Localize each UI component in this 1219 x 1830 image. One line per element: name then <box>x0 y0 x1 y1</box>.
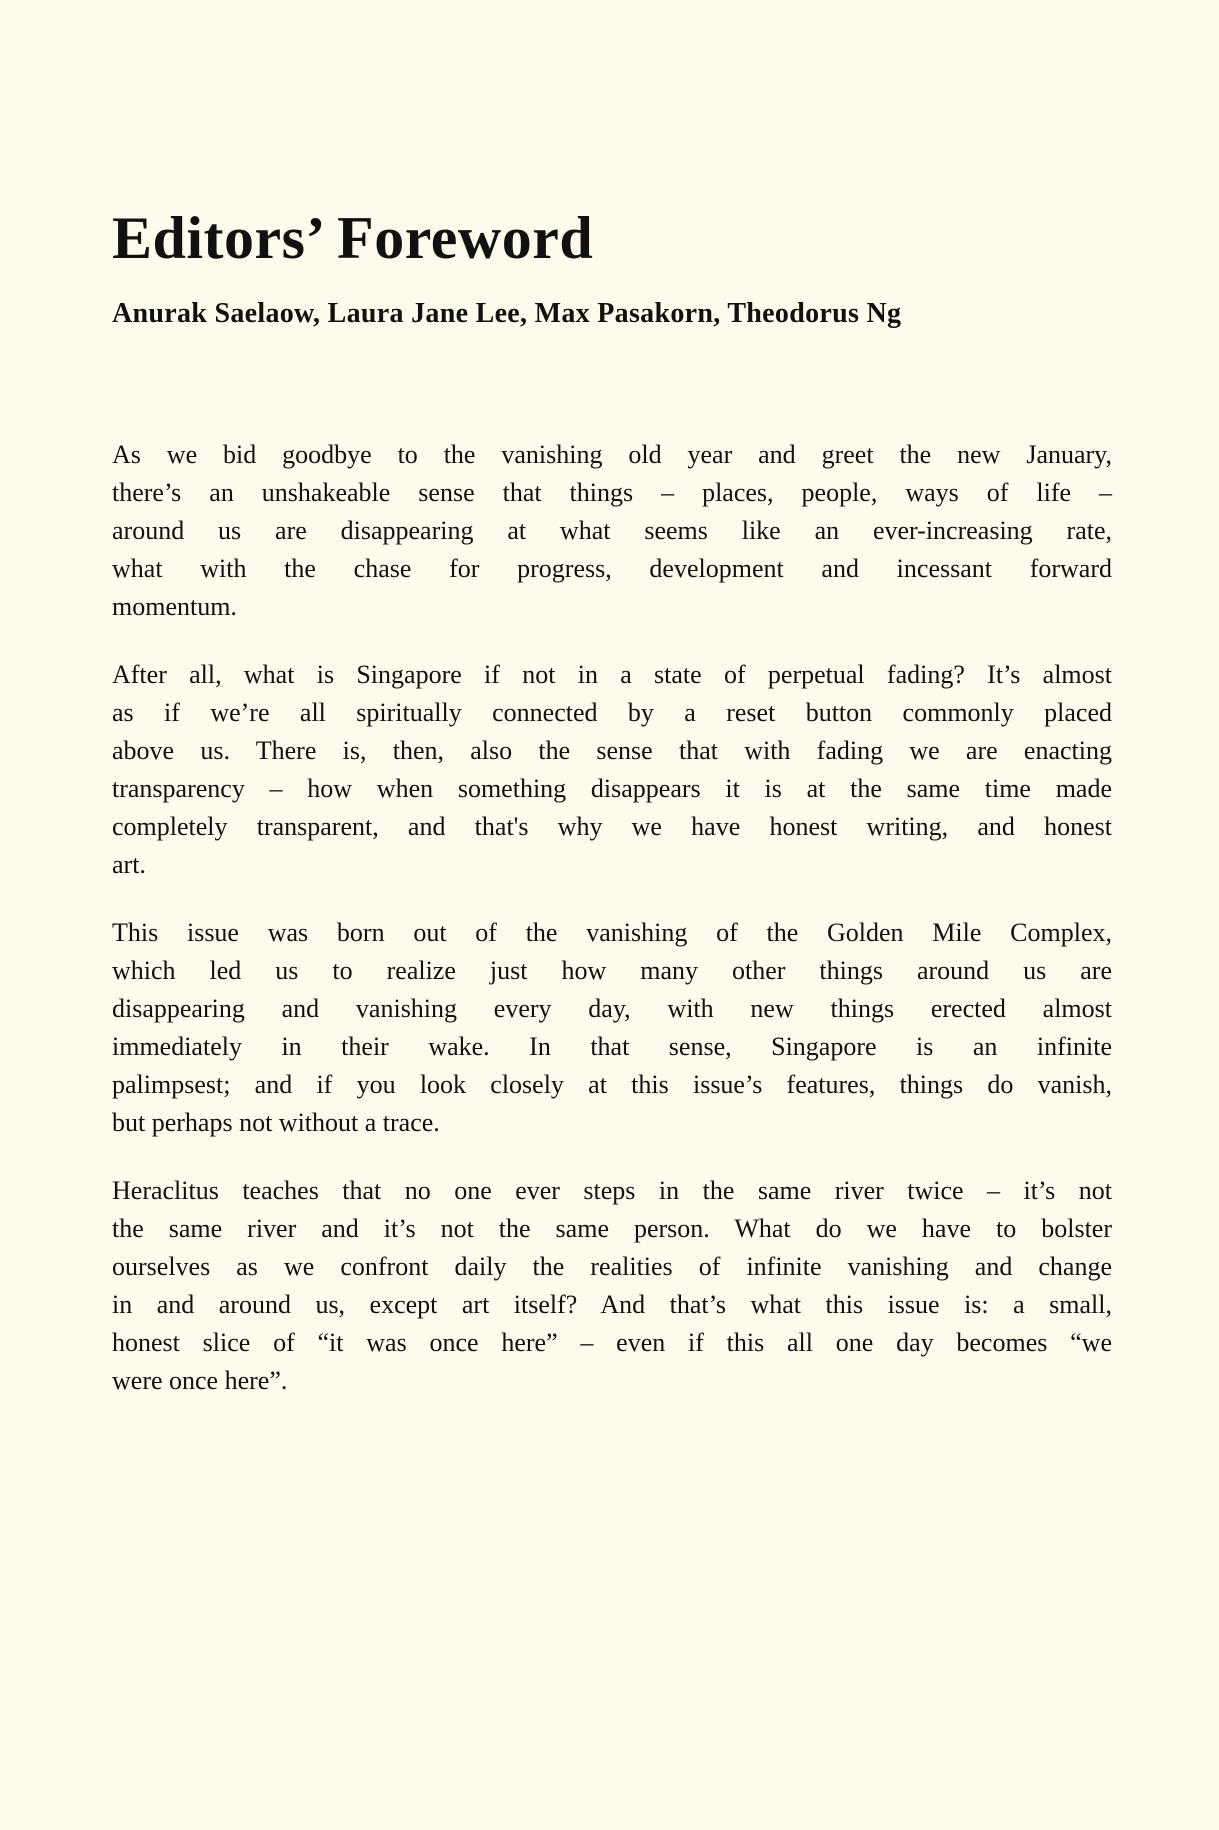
paragraph-line: honest slice of “it was once here” – even if this all one day becomes “we <box>112 1327 1112 1357</box>
paragraph-line: art. <box>112 849 146 879</box>
foreword-page <box>0 205 1219 1830</box>
paragraph-line: but perhaps not without a trace. <box>112 1107 440 1137</box>
paragraph-line: momentum. <box>112 591 237 621</box>
paragraph-line: which led us to realize just how many other things around us are <box>112 955 1112 985</box>
paragraph-line: After all, what is Singapore if not in a state of perpetual fading? It’s almost <box>112 659 1112 689</box>
paragraph-line: what with the chase for progress, development and incessant forward <box>112 553 1112 583</box>
paragraph <box>112 656 1112 884</box>
paragraph-line: above us. There is, then, also the sense that with fading we are enacting <box>112 735 1112 765</box>
page-title: Editors’ Foreword <box>112 205 594 271</box>
paragraph-line: immediately in their wake. In that sense, Singapore is an infinite <box>112 1031 1112 1061</box>
paragraph-line: completely transparent, and that's why we have honest writing, and honest <box>112 811 1112 841</box>
paragraph-line: around us are disappearing at what seems like an ever-increasing rate, <box>112 515 1112 545</box>
paragraph-line: were once here”. <box>112 1365 288 1395</box>
foreword-body <box>112 436 1112 1400</box>
paragraph-line: As we bid goodbye to the vanishing old year and greet the new January, <box>112 439 1112 469</box>
paragraph-line: as if we’re all spiritually connected by a reset button commonly placed <box>112 697 1112 727</box>
paragraph <box>112 436 1112 626</box>
paragraph-line: palimpsest; and if you look closely at this issue’s features, things do vanish, <box>112 1069 1112 1099</box>
paragraph-line: in and around us, except art itself? And that’s what this issue is: a small, <box>112 1289 1112 1319</box>
paragraph <box>112 914 1112 1142</box>
paragraph-line: ourselves as we confront daily the realities of infinite vanishing and change <box>112 1251 1112 1281</box>
paragraph-line: This issue was born out of the vanishing of the Golden Mile Complex, <box>112 917 1112 947</box>
paragraph-line: Heraclitus teaches that no one ever steps in the same river twice – it’s not <box>112 1175 1112 1205</box>
paragraph-line: there’s an unshakeable sense that things – places, people, ways of life – <box>112 477 1112 507</box>
paragraph-line: transparency – how when something disappears it is at the same time made <box>112 773 1112 803</box>
byline: Anurak Saelaow, Laura Jane Lee, Max Pasakorn, Theodorus Ng <box>112 298 902 329</box>
paragraph-line: the same river and it’s not the same person. What do we have to bolster <box>112 1213 1112 1243</box>
paragraph <box>112 1172 1112 1400</box>
paragraph-line: disappearing and vanishing every day, with new things erected almost <box>112 993 1112 1023</box>
